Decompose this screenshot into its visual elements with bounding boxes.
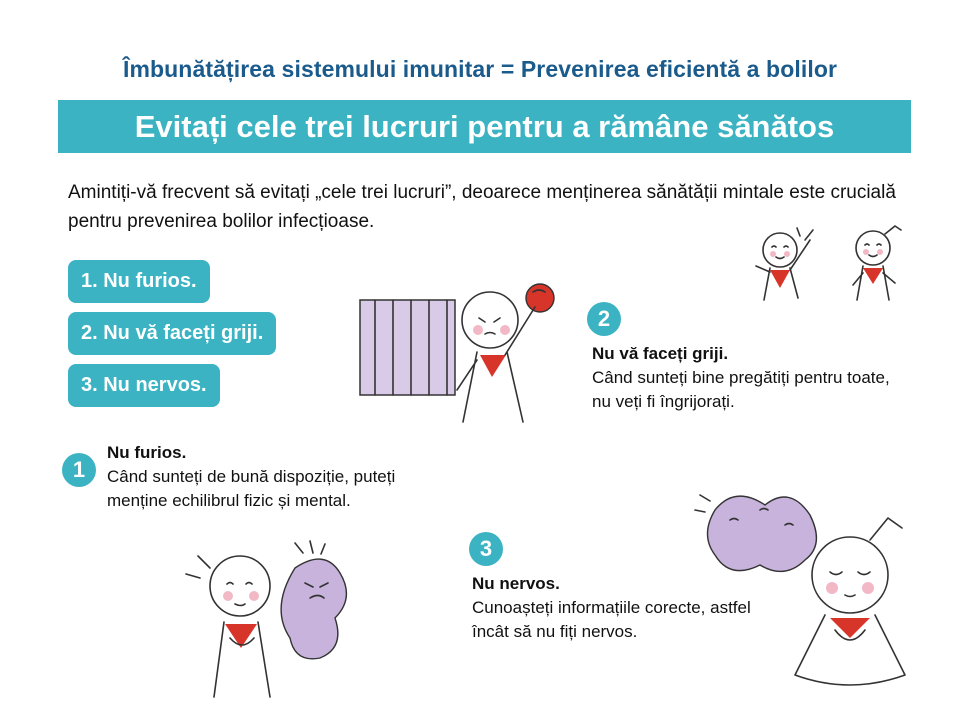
section-2-description (592, 342, 912, 414)
kid-with-ball-illustration (355, 280, 580, 445)
tip-pill-3: 3. Nu nervos. (68, 364, 220, 407)
section-3-text: Cunoașteți informațiile corecte, astfel încât să nu fiți nervos. (472, 598, 751, 641)
page-title-banner: Evitați cele trei lucruri pentru a rămâne sănătos (58, 100, 911, 153)
section-1-description (107, 441, 407, 513)
intro-text: Amintiți-vă frecvent să evitați „cele trei lucruri”, deoarece menținerea sănătății mintale este crucială pentru prevenirea bolilor infecțioase. (68, 182, 896, 232)
section-3-heading: Nu nervos. (472, 574, 560, 593)
tip-pill-1: 1. Nu furios. (68, 260, 210, 303)
section-2-heading: Nu vă faceți griji. (592, 344, 729, 363)
tip-pill-2: 2. Nu vă faceți griji. (68, 312, 276, 355)
section-number-badge-2: 2 (587, 302, 621, 336)
smiling-kids-illustration (745, 218, 915, 308)
section-number-badge-1: 1 (62, 453, 96, 487)
calm-kid-angry-virus-illustration (180, 538, 370, 703)
meditating-kid-illustration (690, 480, 920, 700)
page-subtitle: Îmbunătățirea sistemului imunitar = Prevenirea eficientă a bolilor (122, 56, 838, 82)
section-1-heading: Nu furios. (107, 443, 187, 462)
section-1-text: Când sunteți de bună dispoziție, puteți menține echilibrul fizic și mental. (107, 467, 396, 510)
section-2-text: Când sunteți bine pregătiți pentru toate, nu veți fi îngrijorați. (592, 368, 890, 411)
section-number-badge-3: 3 (469, 532, 503, 566)
